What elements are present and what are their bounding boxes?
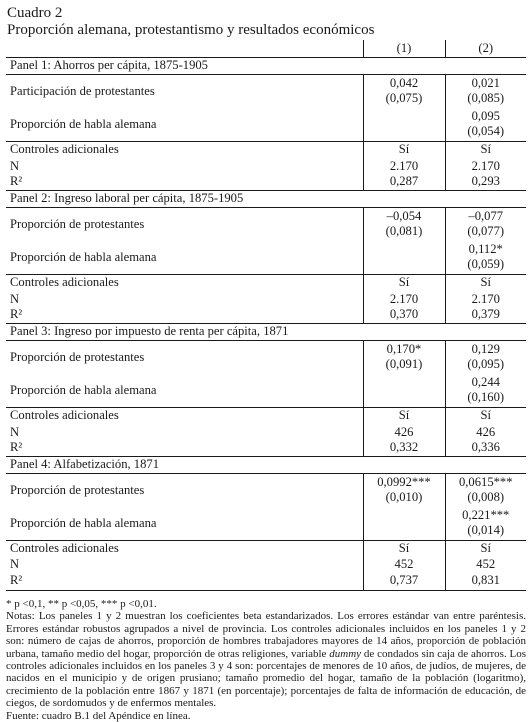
column-header-1: (1) [363, 40, 445, 57]
table-notes [6, 598, 526, 722]
stat-value-1: 452 [363, 556, 445, 572]
stat-value-2: 2.170 [445, 291, 526, 307]
stat-row [6, 440, 526, 456]
table-title: Proporción alemana, protestantismo y resultados económicos [7, 22, 375, 38]
coefficient-cell [445, 507, 526, 540]
panel-title: Panel 2: Ingreso laboral per cápita, 1875-1905 [6, 190, 526, 207]
stat-row [6, 307, 526, 323]
stat-row [6, 572, 526, 590]
variable-label: Participación de protestantes [10, 83, 155, 98]
standard-error: (0,014) [467, 523, 505, 538]
stat-row [6, 274, 526, 291]
coefficient-row [6, 207, 526, 241]
standard-error: (0,091) [385, 357, 423, 372]
stat-value-1: 2.170 [363, 158, 445, 174]
coefficient-cell [445, 340, 526, 374]
coefficient-cell [445, 108, 526, 141]
variable-label: Proporción de habla alemana [10, 116, 157, 131]
coefficient: 0,095 [471, 109, 500, 124]
coefficient: 0,221*** [462, 508, 510, 523]
variable-label: Proporción de habla alemana [10, 249, 157, 264]
coefficient-cell [363, 507, 445, 540]
stat-label: N [10, 158, 20, 173]
column-header-row [6, 40, 526, 57]
coefficient: 0,0615*** [458, 475, 513, 490]
coefficient-cell [445, 207, 526, 241]
stat-row [6, 158, 526, 174]
coefficient-cell [363, 108, 445, 141]
standard-error: (0,059) [467, 257, 505, 272]
stat-value-1: 426 [363, 424, 445, 440]
stat-label: Controles adicionales [6, 540, 363, 556]
standard-error: (0,160) [467, 390, 505, 405]
stat-value-2: 0,293 [445, 174, 526, 190]
stat-value-1: 0,737 [363, 572, 445, 590]
stat-label: N [10, 556, 20, 571]
coefficient-cell [363, 241, 445, 274]
stat-label: Controles adicionales [6, 141, 363, 158]
stat-value-2: 0,831 [445, 572, 526, 590]
variable-label: Proporción de protestantes [10, 216, 145, 231]
stat-value-2: 452 [445, 556, 526, 572]
stat-value-2: 2.170 [445, 158, 526, 174]
source-note: Fuente: cuadro B.1 del Apéndice en línea. [6, 709, 191, 722]
stat-label: N [10, 424, 20, 439]
variable-label: Proporción de protestantes [10, 349, 145, 364]
stat-row [6, 407, 526, 424]
stat-value-1: 0,287 [363, 174, 445, 190]
standard-error: (0,095) [467, 357, 505, 372]
coefficient-cell [363, 74, 445, 108]
panel-title: Panel 1: Ahorros per cápita, 1875-1905 [6, 57, 526, 74]
coefficient-cell [445, 241, 526, 274]
coefficient-cell [445, 74, 526, 108]
regression-table [6, 40, 526, 591]
coefficient: 0,244 [471, 375, 500, 390]
coefficient: 0,0992*** [377, 475, 431, 490]
table-number: Cuadro 2 [7, 5, 63, 21]
stat-label: R² [10, 174, 23, 189]
stat-value-2: Sí [445, 407, 526, 424]
stat-label: R² [10, 440, 23, 455]
coefficient: 0,021 [471, 76, 500, 91]
standard-error: (0,008) [467, 490, 505, 505]
standard-error: (0,075) [385, 91, 423, 106]
variable-label: Proporción de habla alemana [10, 515, 157, 530]
coefficient-cell [363, 340, 445, 374]
notes-paragraph: Notas: Los paneles 1 y 2 muestran los coeficientes beta estandarizados. Los errores estándar van entre paréntesis. Errores estándar robustos agrupados a nivel de provincia. Los controles adicionales incluidos en los paneles 1 y 2 son: número de cajas de ahorros, proporción de hombres trabajadores mayores de 14 años, proporción de población urbana, tamaño medio del hogar, proporción de otras religiones, variable dummy de condados sin caja de ahorros. Los controles adicionales incluidos en los paneles 3 y 4 son: porcentajes de menores de 10 años, de judíos, de mujeres, de nacidos en el municipio y de origen prusiano; tamaño promedio del hogar, tamaño de la población (logaritmo), crecimiento de la población entre 1867 y 1871 (en porcentaje); porcentajes de falta de información de educación, de ciegos, de sordomudos y de enfermos mentales. [6, 610, 527, 710]
stat-label: Controles adicionales [6, 407, 363, 424]
coefficient-row [6, 74, 526, 108]
coefficient-cell [445, 374, 526, 407]
stat-row [6, 291, 526, 307]
panel-title-row [6, 323, 526, 340]
coefficient: 0,129 [471, 342, 500, 357]
coefficient-row [6, 473, 526, 507]
stat-value-2: 0,336 [445, 440, 526, 456]
header-blank [6, 40, 363, 57]
coefficient-cell [363, 207, 445, 241]
stat-value-1: Sí [363, 141, 445, 158]
coefficient-row [6, 241, 526, 274]
stat-label: R² [6, 572, 363, 590]
coefficient: –0,054 [386, 209, 422, 224]
stat-row [6, 174, 526, 190]
stat-label: Controles adicionales [6, 274, 363, 291]
stat-row [6, 556, 526, 572]
coefficient-row [6, 108, 526, 141]
coefficient-row [6, 340, 526, 374]
panel-title-row [6, 57, 526, 74]
standard-error: (0,081) [385, 224, 423, 239]
stat-row [6, 540, 526, 556]
stat-row [6, 424, 526, 440]
stat-value-1: Sí [363, 274, 445, 291]
standard-error: (0,085) [467, 91, 505, 106]
coefficient-cell [363, 374, 445, 407]
standard-error: (0,077) [467, 224, 505, 239]
stat-label: R² [10, 307, 23, 322]
coefficient-cell [445, 473, 526, 507]
significance-note: * p <0,1, ** p <0,05, *** p <0,01. [6, 598, 157, 610]
column-header-2: (2) [445, 40, 526, 57]
stat-value-1: 0,370 [363, 307, 445, 323]
panel-title: Panel 4: Alfabetización, 1871 [6, 456, 526, 473]
stat-label: N [10, 291, 20, 306]
panel-title: Panel 3: Ingreso por impuesto de renta per cápita, 1871 [6, 323, 526, 340]
variable-label: Proporción de habla alemana [10, 382, 157, 397]
stat-value-2: 426 [445, 424, 526, 440]
variable-label: Proporción de protestantes [10, 482, 145, 497]
stat-value-2: Sí [445, 141, 526, 158]
coefficient-row [6, 507, 526, 540]
coefficient-cell [363, 473, 445, 507]
stat-value-1: 0,332 [363, 440, 445, 456]
standard-error: (0,010) [385, 490, 423, 505]
italic-term: dummy [329, 647, 362, 660]
panel-title-row [6, 190, 526, 207]
stat-value-2: 0,379 [445, 307, 526, 323]
coefficient: 0,170* [386, 342, 422, 357]
coefficient: –0,077 [468, 209, 504, 224]
stat-value-2: Sí [445, 274, 526, 291]
standard-error: (0,054) [467, 124, 505, 139]
stat-value-2: Sí [445, 540, 526, 556]
panel-title-row [6, 456, 526, 473]
coefficient-row [6, 374, 526, 407]
stat-row [6, 141, 526, 158]
coefficient: 0,042 [389, 76, 419, 91]
stat-value-1: Sí [363, 540, 445, 556]
stat-value-1: Sí [363, 407, 445, 424]
coefficient: 0,112* [468, 242, 503, 257]
stat-value-1: 2.170 [363, 291, 445, 307]
